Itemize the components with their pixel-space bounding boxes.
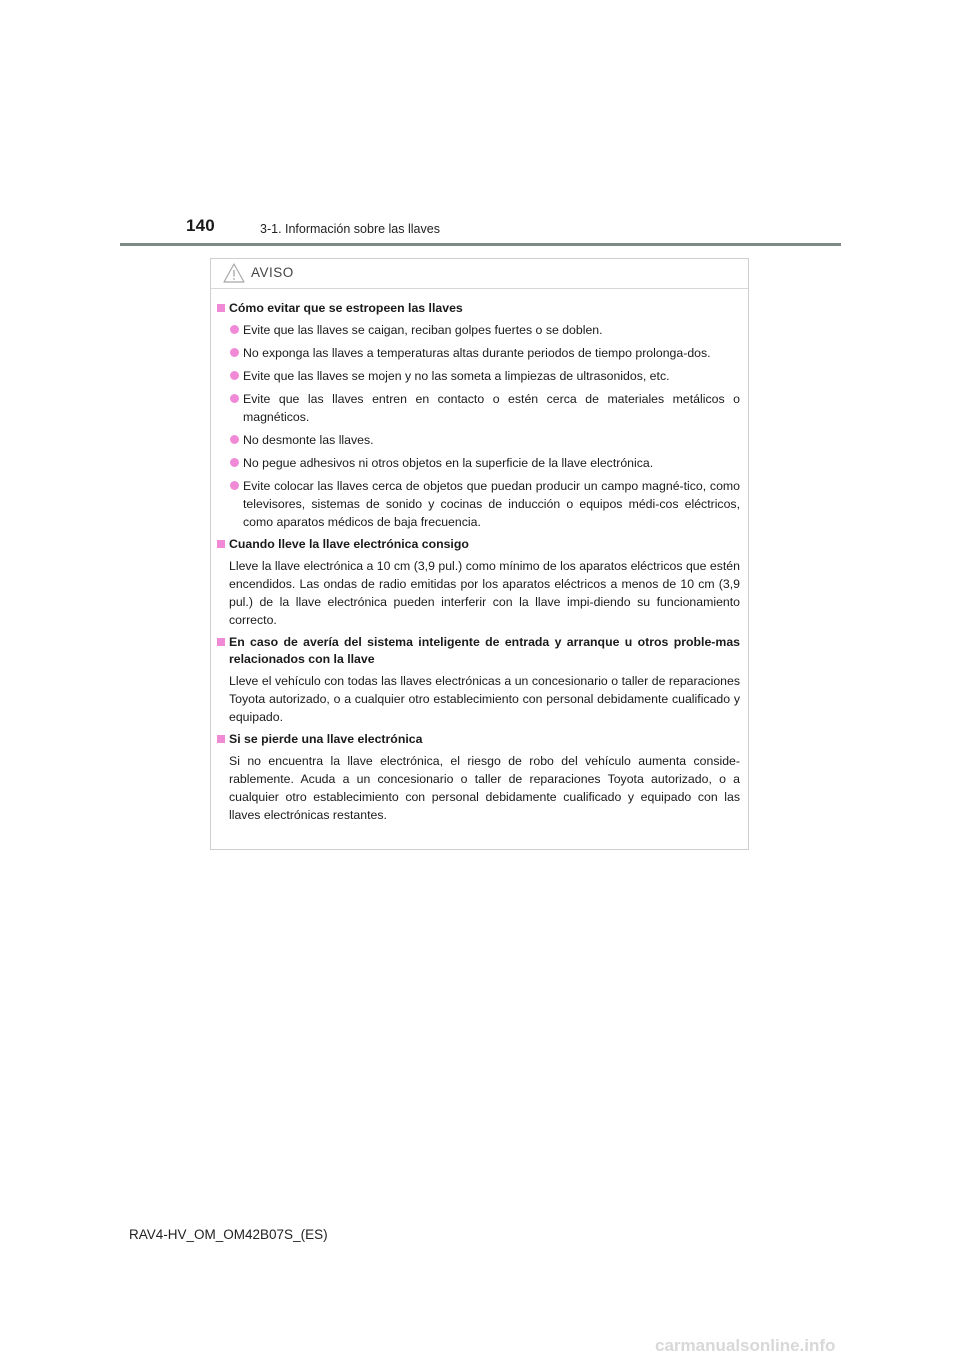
section-heading-text: Cuando lleve la llave electrónica consigo — [229, 537, 469, 551]
footer-doc-code: RAV4-HV_OM_OM42B07S_(ES) — [129, 1227, 328, 1242]
notice-box — [210, 258, 749, 850]
list-item — [217, 367, 740, 385]
warning-triangle-icon — [223, 263, 245, 283]
dot-bullet-icon — [230, 458, 239, 467]
notice-body — [211, 289, 748, 824]
list-item-text: No desmonte las llaves. — [243, 433, 374, 447]
section-heading-text: Cómo evitar que se estropeen las llaves — [229, 301, 463, 315]
section-paragraph: Lleve la llave electrónica a 10 cm (3,9 pul.) como mínimo de los aparatos eléctricos que estén encendidos. Las ondas de radio emitidas por los aparatos eléctricos a menos de 10 cm (3,9 pul.) de la llave electrónica pueden interferir con la llave impi-diendo su funcionamiento correcto. — [229, 559, 740, 627]
list-item — [217, 454, 740, 472]
watermark: carmanualsonline.info — [655, 1336, 836, 1355]
list-item — [217, 477, 740, 531]
dot-bullet-icon — [230, 394, 239, 403]
notice-header — [211, 259, 748, 289]
dot-bullet-icon — [230, 325, 239, 334]
list-item — [217, 344, 740, 362]
list-item-text: Evite colocar las llaves cerca de objetos que puedan producir un campo magné-tico, como televisores, sistemas de sonido y cocinas de inducción o equipos médi-cos eléctricos, como aparatos médicos de baja frecuencia. — [243, 479, 740, 529]
dot-bullet-icon — [230, 371, 239, 380]
section-heading — [217, 731, 740, 748]
square-bullet-icon — [217, 540, 225, 548]
section-paragraph: Lleve el vehículo con todas las llaves electrónicas a un concesionario o taller de reparaciones Toyota autorizado, o a cualquier otro establecimiento con personal debidamente cualificado y equipado. — [229, 674, 740, 724]
section-heading — [217, 634, 740, 668]
list-item-text: No pegue adhesivos ni otros objetos en la superficie de la llave electrónica. — [243, 456, 654, 470]
list-item — [217, 321, 740, 339]
section-heading-text: Si se pierde una llave electrónica — [229, 732, 423, 746]
section-heading-text: En caso de avería del sistema inteligente de entrada y arranque u otros proble-mas relacionados con la llave — [229, 635, 740, 666]
list-item-text: No exponga las llaves a temperaturas altas durante periodos de tiempo prolonga-dos. — [243, 346, 711, 360]
list-item — [217, 431, 740, 449]
list-item-text: Evite que las llaves entren en contacto o estén cerca de materiales metálicos o magnéticos. — [243, 392, 740, 424]
section-heading — [217, 536, 740, 553]
dot-bullet-icon — [230, 435, 239, 444]
page-number: 140 — [186, 216, 215, 235]
list-item-text: Evite que las llaves se caigan, reciban golpes fuertes o se doblen. — [243, 323, 603, 337]
notice-label: AVISO — [251, 265, 294, 280]
list-item — [217, 390, 740, 426]
section-paragraph: Si no encuentra la llave electrónica, el riesgo de robo del vehículo aumenta conside-rablemente. Acuda a un concesionario o taller de reparaciones Toyota autorizado, o a cualquier otro establecimiento con personal debidamente cualificado y equipado con las llaves electrónicas restantes. — [229, 754, 740, 822]
dot-bullet-icon — [230, 348, 239, 357]
square-bullet-icon — [217, 735, 225, 743]
section-heading — [217, 300, 740, 317]
square-bullet-icon — [217, 638, 225, 646]
section-title: 3-1. Información sobre las llaves — [260, 222, 440, 236]
square-bullet-icon — [217, 304, 225, 312]
dot-bullet-icon — [230, 481, 239, 490]
header-rule — [120, 243, 841, 246]
list-item-text: Evite que las llaves se mojen y no las someta a limpiezas de ultrasonidos, etc. — [243, 369, 670, 383]
